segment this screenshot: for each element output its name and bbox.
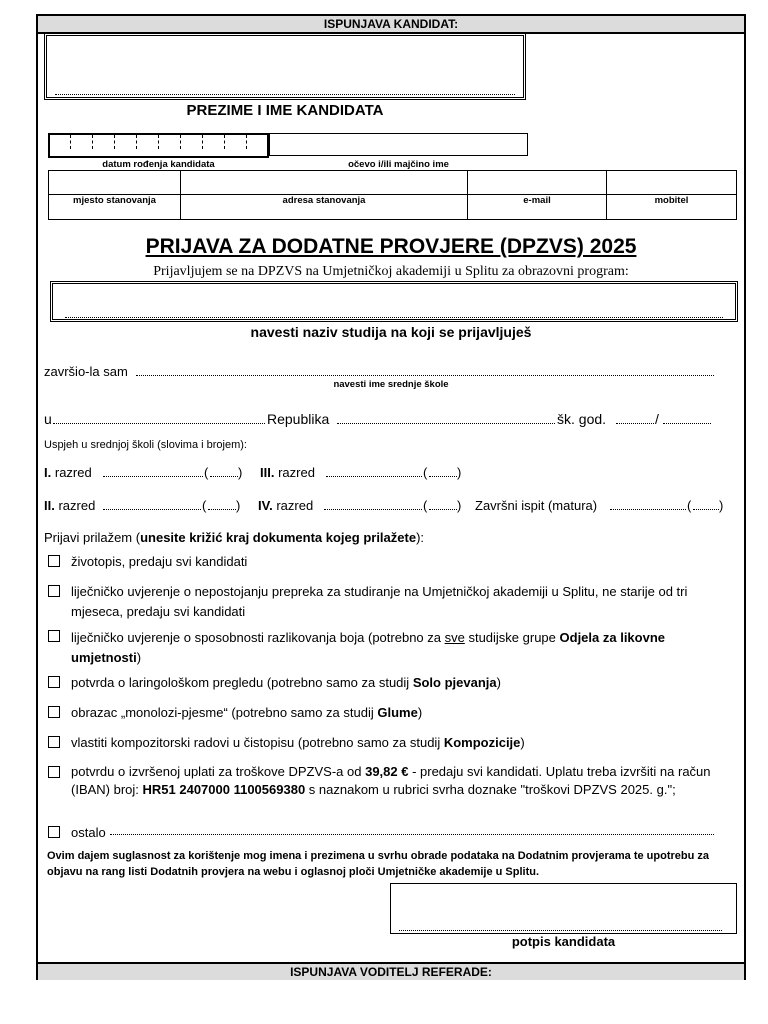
form-title: PRIJAVA ZA DODATNE PROVJERE (DPZVS) 2025 <box>145 235 637 258</box>
school-year-from[interactable] <box>616 423 654 424</box>
grade-3-words-field[interactable] <box>326 476 422 477</box>
dob-field[interactable] <box>48 133 269 158</box>
grade-2-number-field[interactable] <box>208 509 236 510</box>
checkbox-colorblind[interactable] <box>48 630 60 642</box>
grade-2-word: razred <box>58 498 96 513</box>
grade-3-num: III. <box>260 465 275 480</box>
address-table <box>48 170 737 220</box>
final-exam-words-field[interactable] <box>610 509 686 510</box>
item-compositions: vlastiti kompozitorski radovi u čistopisu (potrebno samo za studij Kompozicije) <box>71 735 525 750</box>
grade-1-number-field[interactable] <box>210 476 238 477</box>
school-label: navesti ime srednje škole <box>333 379 449 390</box>
grade-3-word: razred <box>278 465 315 480</box>
checkbox-monologues[interactable] <box>48 706 60 718</box>
address-label: adresa stanovanja <box>282 195 366 206</box>
name-dotted-line <box>55 94 515 95</box>
place-prefix: u <box>44 411 52 427</box>
item-other: ostalo <box>71 825 106 840</box>
grade-row-1 <box>44 465 92 480</box>
study-program-label: navesti naziv studija na koji se prijavljuješ <box>250 324 532 340</box>
attachments-intro: Prijavi prilažem (unesite križić kraj dokumenta kojeg prilažete): <box>44 530 425 545</box>
place-line[interactable] <box>53 423 265 424</box>
grade-4-word: razred <box>276 498 314 513</box>
republic-label: Republika <box>267 411 330 427</box>
final-exam-number-field[interactable] <box>693 509 719 510</box>
email-label: e-mail <box>523 195 551 206</box>
grade-4-words-field[interactable] <box>324 509 422 510</box>
school-year-to[interactable] <box>663 423 711 424</box>
place-label: mjesto stanovanja <box>73 195 156 206</box>
grade-1-num: I. <box>44 465 52 480</box>
checkbox-laryngology[interactable] <box>48 676 60 688</box>
school-prefix: završio-la sam <box>44 364 128 379</box>
checkbox-medical[interactable] <box>48 585 60 597</box>
signature-label: potpis kandidata <box>511 934 616 949</box>
study-program-box[interactable] <box>50 281 738 322</box>
school-line[interactable] <box>136 375 714 376</box>
item-laryngology: potvrda o laringološkom pregledu (potrebno samo za studij Solo pjevanja) <box>71 675 501 690</box>
item-cv: životopis, predaju svi kandidati <box>71 554 248 569</box>
item-monologues: obrazac „monolozi-pjesme“ (potrebno samo za studij Glume) <box>71 705 423 720</box>
checkbox-payment[interactable] <box>48 766 60 778</box>
school-year-label: šk. god. <box>557 411 607 427</box>
candidate-name-box[interactable] <box>44 33 526 100</box>
item-colorblind: liječničko uvjerenje o sposobnosti razlikovanja boja (potrebno za sve studijske grupe Odjela za likovne umjetnosti) <box>71 630 666 665</box>
dob-label: datum rođenja kandidata <box>102 159 215 170</box>
grade-4-num: IV. <box>258 498 273 513</box>
grade-4-number-field[interactable] <box>429 509 457 510</box>
checkbox-other[interactable] <box>48 826 60 838</box>
checkbox-compositions[interactable] <box>48 736 60 748</box>
other-line[interactable] <box>110 834 714 835</box>
attachments-instruction: unesite križić kraj dokumenta kojeg prilažete <box>140 530 417 545</box>
grade-2-num: II. <box>44 498 55 513</box>
mobile-label: mobitel <box>654 195 689 206</box>
candidate-name-label: PREZIME I IME KANDIDATA <box>186 102 384 119</box>
item-medical: liječničko uvjerenje o nepostojanju prepreka za studiranje na Umjetničkoj akademiji u Splitu, ne starije od tri mjeseca, predaju svi kandidati <box>71 584 688 619</box>
success-label: Uspjeh u srednjoj školi (slovima i brojem): <box>44 439 247 451</box>
bottom-section-bar: ISPUNJAVA VODITELJ REFERADE: <box>38 962 744 980</box>
intro-text: Prijavljujem se na DPZVS na Umjetničkoj akademiji u Splitu za obrazovni program: <box>153 264 629 279</box>
grade-row-3 <box>260 465 315 480</box>
signature-box[interactable] <box>390 883 737 934</box>
grade-row-4 <box>258 498 313 513</box>
grade-row-2 <box>44 498 95 513</box>
top-section-bar: ISPUNJAVA KANDIDAT: <box>38 16 744 34</box>
grade-2-words-field[interactable] <box>103 509 201 510</box>
grade-3-number-field[interactable] <box>429 476 457 477</box>
checkbox-cv[interactable] <box>48 555 60 567</box>
final-exam-label: Završni ispit (matura) <box>475 498 598 513</box>
parent-name-label: očevo i/ili majčino ime <box>348 159 449 170</box>
grade-1-word: razred <box>54 465 92 480</box>
item-payment: potvrdu o izvršenoj uplati za troškove DPZVS-a od 39,82 € - predaju svi kandidati. Uplatu treba izvršiti na račun (IBAN) broj: HR51 2407000 1100569380 s naznakom u rubrici svrha doznake "troškovi DPZVS 2025. g."; <box>71 764 711 797</box>
republic-line[interactable] <box>337 423 555 424</box>
consent-text: Ovim dajem suglasnost za korištenje mog imena i prezimena u svrhu obrade podataka na Dodatnim provjerama te upotrebu za objavu na rang listi Dodatnih provjera na webu i oglasnoj ploči Umjetničke akademije u Splitu. <box>47 850 709 878</box>
school-year-sep: / <box>655 411 659 427</box>
parent-name-field[interactable] <box>269 133 528 156</box>
grade-1-words-field[interactable] <box>103 476 203 477</box>
